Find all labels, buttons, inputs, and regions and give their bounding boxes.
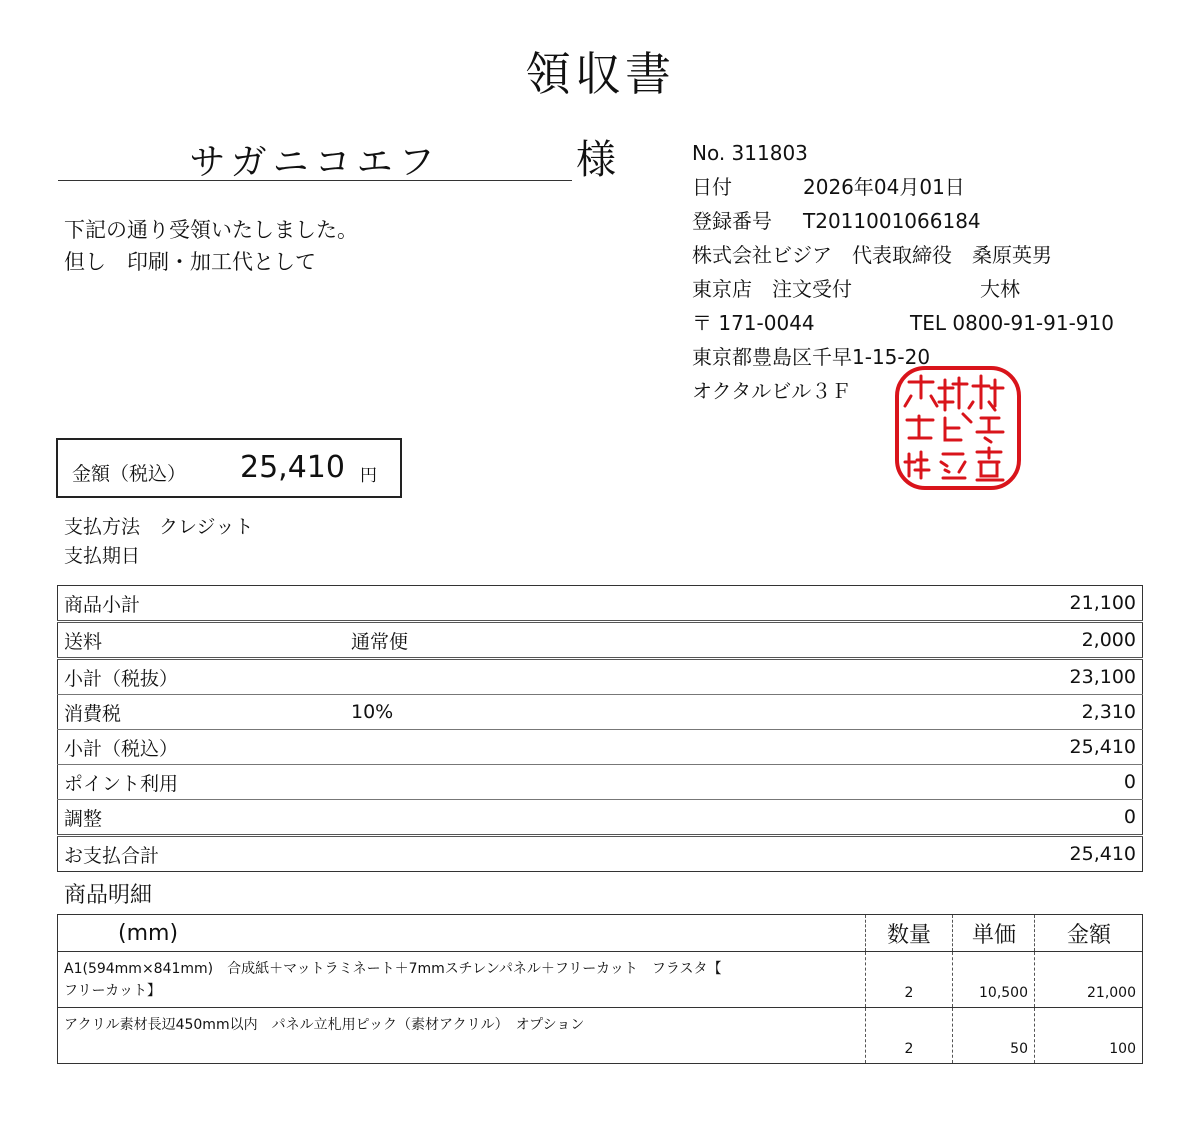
date-row	[692, 170, 1052, 204]
address-line-2: オクタルビル３Ｆ	[692, 379, 852, 403]
summary-value: 2,310	[717, 695, 1143, 730]
receipt-number: No. 311803	[692, 141, 808, 165]
store-row	[692, 272, 1052, 306]
company-name: 株式会社ビジア 代表取締役 桑原英男	[692, 243, 1052, 267]
summary-value: 25,410	[1069, 843, 1136, 865]
summary-note	[345, 659, 717, 695]
item-amount: 100	[1035, 1008, 1143, 1064]
item-description	[58, 952, 866, 1008]
receipt-message: 下記の通り受領いたしました。	[64, 218, 358, 242]
item-description-line: A1(594mm×841mm) 合成紙＋マットラミネート＋7mmスチレンパネル＋フリーカット フラスタ【	[64, 961, 722, 977]
postal-row	[692, 306, 1114, 340]
table-row	[58, 765, 1143, 800]
summary-value: 25,410	[717, 730, 1143, 765]
total-amount-unit: 円	[360, 466, 377, 486]
company-seal-stamp	[893, 362, 1023, 492]
table-row	[58, 952, 1143, 1008]
item-unit-price: 10,500	[953, 952, 1035, 1008]
item-description-line: フリーカット】	[64, 983, 162, 999]
summary-label: 調整	[58, 800, 346, 836]
address-line-1: 東京都豊島区千早1-15-20	[692, 345, 931, 369]
item-quantity: 2	[866, 1008, 953, 1064]
date-label: 日付	[692, 175, 732, 199]
header-unit-price: 単価	[953, 915, 1035, 952]
item-quantity: 2	[866, 952, 953, 1008]
table-row	[58, 1008, 1143, 1064]
header-item: (mm)	[58, 915, 866, 952]
table-row	[58, 659, 1143, 695]
staff-name: 大林	[980, 277, 1020, 301]
registration-row	[692, 204, 1052, 238]
payment-due: 支払期日	[64, 545, 141, 567]
customer-honorific: 様	[576, 137, 616, 183]
summary-note	[345, 836, 717, 872]
summary-label: 商品小計	[58, 586, 346, 622]
table-header-row	[58, 915, 1143, 952]
total-amount-label: 金額（税込）	[72, 463, 187, 485]
customer-name-line	[58, 130, 572, 181]
receipt-purpose: 但し 印刷・加工代として	[64, 250, 316, 274]
table-row	[58, 836, 1143, 872]
store-name: 東京店 注文受付	[692, 277, 852, 301]
summary-value: 2,000	[717, 622, 1143, 659]
header-amount: 金額	[1035, 915, 1143, 952]
summary-label: 小計（税抜）	[58, 659, 346, 695]
document-title: 領収書	[525, 47, 675, 101]
item-description	[58, 1008, 866, 1064]
item-description-line: アクリル素材長辺450mm以内 パネル立札用ピック（素材アクリル） オプション	[64, 1017, 585, 1033]
summary-note	[345, 586, 717, 622]
item-amount: 21,000	[1035, 952, 1143, 1008]
details-table	[57, 914, 1143, 1064]
registration-label: 登録番号	[692, 209, 772, 233]
summary-label: 消費税	[58, 695, 346, 730]
telephone: TEL 0800-91-91-910	[910, 311, 1114, 335]
summary-label: ポイント利用	[58, 765, 346, 800]
table-row	[58, 800, 1143, 836]
details-heading: 商品明細	[64, 883, 153, 908]
table-row	[58, 695, 1143, 730]
summary-note: 通常便	[345, 622, 717, 659]
total-amount-value: 25,410	[240, 450, 345, 485]
date-value: 2026年04月01日	[803, 175, 965, 199]
table-row	[58, 622, 1143, 659]
summary-table	[57, 585, 1143, 872]
item-unit-price: 50	[953, 1008, 1035, 1064]
summary-label: 送料	[58, 622, 346, 659]
summary-value: 23,100	[717, 659, 1143, 695]
postal-code: 〒 171-0044	[692, 311, 815, 335]
registration-number: T2011001066184	[803, 209, 981, 233]
summary-note: 10%	[345, 695, 717, 730]
total-amount-box	[56, 438, 402, 498]
summary-label: 小計（税込）	[58, 730, 346, 765]
customer-name: サガニコエフ	[189, 142, 441, 183]
summary-note	[345, 765, 717, 800]
table-row	[58, 730, 1143, 765]
payment-method: 支払方法 クレジット	[64, 516, 254, 538]
table-row	[58, 586, 1143, 622]
summary-value: 0	[717, 800, 1143, 836]
summary-note	[345, 800, 717, 836]
summary-note	[345, 730, 717, 765]
summary-value: 21,100	[717, 586, 1143, 622]
header-quantity: 数量	[866, 915, 953, 952]
summary-label: お支払合計	[64, 844, 160, 867]
summary-value: 0	[717, 765, 1143, 800]
